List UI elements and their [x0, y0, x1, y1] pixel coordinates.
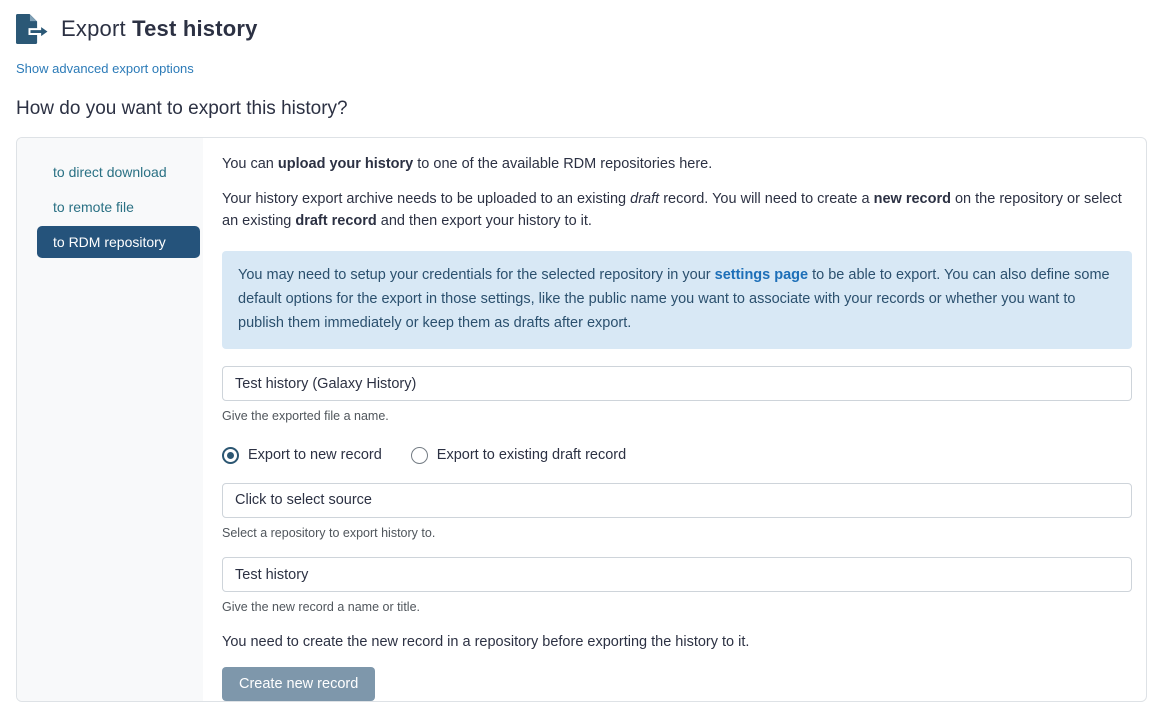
repository-source-help: Select a repository to export history to.: [222, 525, 436, 540]
intro-paragraph: You can upload your history to one of the available RDM repositories here.: [222, 156, 713, 172]
record-name-help: Give the new record a name or title.: [222, 600, 421, 615]
record-name-input[interactable]: [222, 557, 1132, 592]
sidebar-item-direct-download[interactable]: to direct download: [53, 164, 167, 180]
settings-page-link[interactable]: settings page: [714, 267, 809, 284]
radio-existing-record-circle[interactable]: [411, 447, 428, 464]
record-name-group: [222, 557, 1132, 617]
radio-existing-record[interactable]: [411, 445, 626, 467]
create-record-button[interactable]: Create new record: [222, 667, 375, 701]
export-options-card: [16, 137, 1147, 702]
radio-existing-record-label: Export to existing draft record: [436, 446, 627, 463]
sidebar-item-rdm-repository[interactable]: to RDM repository: [37, 226, 200, 258]
page-title: Export Test history: [61, 16, 258, 41]
export-file-name-group: [222, 366, 1132, 426]
sidebar-item-remote-file[interactable]: to remote file: [53, 199, 134, 215]
record-mode-radio-group: [222, 445, 1132, 467]
radio-new-record[interactable]: [222, 445, 382, 467]
rdm-export-panel: [203, 138, 1146, 701]
advanced-options-link[interactable]: Show advanced export options: [16, 61, 194, 76]
export-file-name-input[interactable]: [222, 366, 1132, 401]
instructions-paragraph: Your history export archive needs to be uploaded to an existing draft record. You will need to create a new record on the repository or select an existing draft record and then export your history to it.: [222, 190, 1122, 229]
repository-source-group: [222, 483, 1132, 543]
create-record-note: You need to create the new record in a repository before exporting the history to it.: [222, 634, 750, 651]
file-export-icon: [16, 14, 50, 44]
page-header: [16, 14, 1147, 44]
export-file-name-help: Give the exported file a name.: [222, 409, 389, 424]
repository-source-input[interactable]: [222, 483, 1132, 518]
radio-new-record-circle[interactable]: [222, 447, 239, 464]
credentials-info-alert: You may need to setup your credentials for the selected repository in your settings page to be able to export. You can also define some default options for the export in those settings, like the public name you want to associate with your records or whether you want to publish them immediately or keep them as drafts after export.: [222, 251, 1132, 349]
export-destination-sidebar: [17, 138, 203, 701]
question-heading: How do you want to export this history?: [16, 98, 348, 119]
radio-new-record-label: Export to new record: [248, 446, 382, 463]
